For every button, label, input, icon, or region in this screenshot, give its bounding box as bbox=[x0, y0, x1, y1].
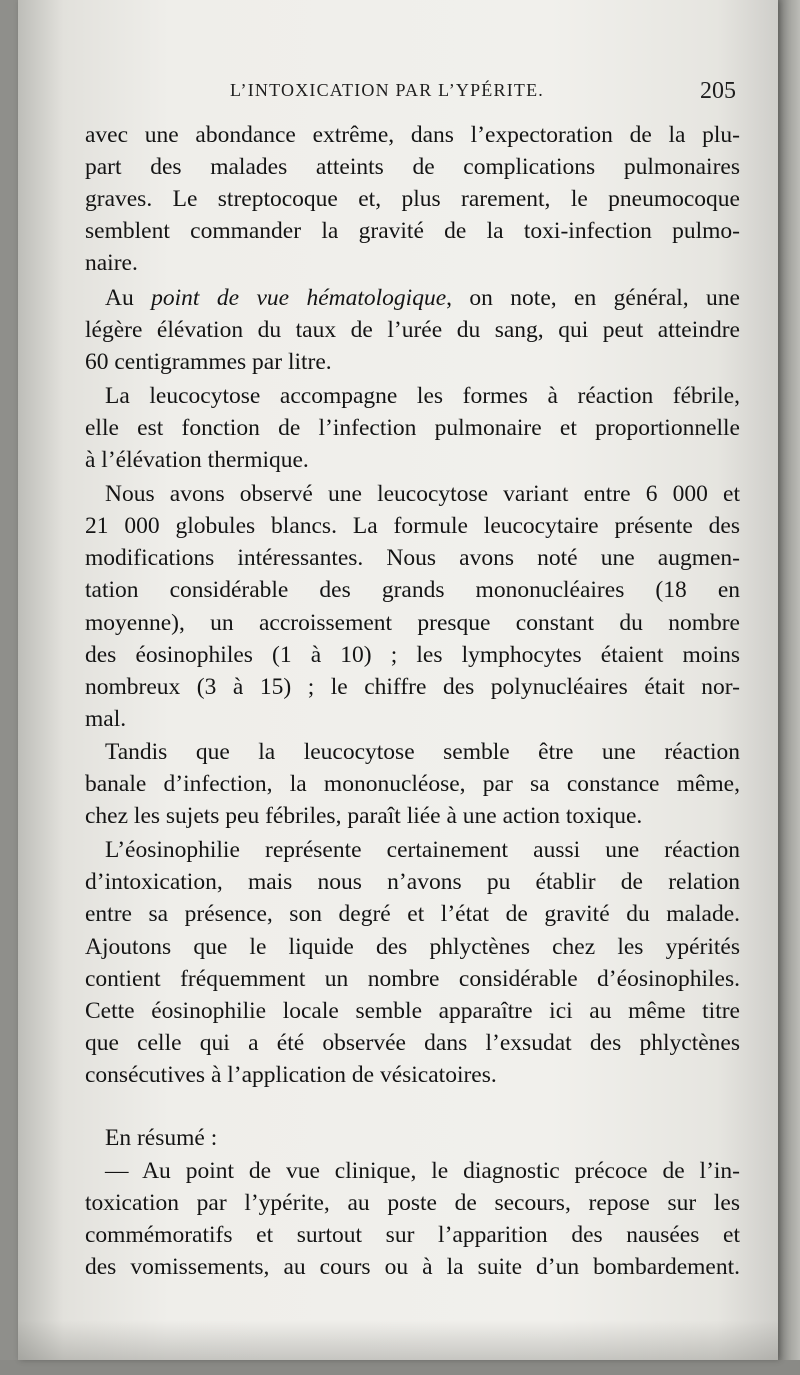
text-line: des éosinophiles (1 à 10) ; les lymphocytes étaient moins bbox=[85, 642, 740, 668]
text-line: d’intoxication, mais nous n’avons pu établir de relation bbox=[85, 869, 740, 895]
text-line: graves. Le streptocoque et, plus rarement, le pneumocoque bbox=[85, 186, 740, 212]
summary-heading: En résumé : bbox=[105, 1125, 218, 1151]
text-line: elle est fonction de l’infection pulmonaire et proportionnelle bbox=[85, 415, 740, 441]
text-line: que celle qui a été observée dans l’exsudat des phlyctènes bbox=[85, 1030, 740, 1056]
running-title: L’INTOXICATION PAR L’YPÉRITE. bbox=[230, 80, 544, 100]
text-line: — Au point de vue clinique, le diagnostic précoce de l’in- bbox=[105, 1158, 740, 1184]
text-line: 21 000 globules blancs. La formule leucocytaire présente des bbox=[85, 513, 740, 539]
scan-edge-bottom bbox=[0, 1360, 800, 1375]
page-number: 205 bbox=[700, 78, 736, 104]
scan-edge-right bbox=[778, 0, 800, 1375]
text-line: consécutives à l’application de vésicatoires. bbox=[85, 1062, 497, 1088]
text-line: part des malades atteints de complications pulmonaires bbox=[85, 154, 740, 180]
hemato-suffix: , on note, en général, une bbox=[446, 285, 740, 311]
hemato-italic: point de vue hématologique bbox=[151, 285, 447, 311]
text-line: L’éosinophilie représente certainement aussi une réaction bbox=[105, 837, 740, 863]
text-line: avec une abondance extrême, dans l’expectoration de la plu- bbox=[85, 122, 740, 148]
text-line: mal. bbox=[85, 706, 127, 732]
text-line: Nous avons observé une leucocytose variant entre 6 000 et bbox=[105, 481, 740, 507]
text-line-hematology bbox=[105, 282, 740, 314]
text-line: chez les sujets peu fébriles, paraît liée à une action toxique. bbox=[85, 803, 643, 829]
text-line: entre sa présence, son degré et l’état de gravité du malade. bbox=[85, 901, 740, 927]
text-line: commémoratifs et surtout sur l’apparition des nausées et bbox=[85, 1222, 740, 1248]
text-line: naire. bbox=[85, 250, 138, 276]
text-line: Cette éosinophilie locale semble apparaître ici au même titre bbox=[85, 998, 740, 1024]
text-line: Tandis que la leucocytose semble être une réaction bbox=[105, 739, 740, 765]
text-line: tation considérable des grands mononucléaires (18 en bbox=[85, 577, 740, 603]
text-line: légère élévation du taux de l’urée du sang, qui peut atteindre bbox=[85, 317, 740, 343]
hemato-prefix: Au bbox=[105, 285, 152, 311]
text-line: à l’élévation thermique. bbox=[85, 447, 309, 473]
text-line: semblent commander la gravité de la toxi-infection pulmo- bbox=[85, 218, 740, 244]
text-line: Ajoutons que le liquide des phlyctènes chez les ypérités bbox=[85, 934, 740, 960]
text-line: des vomissements, au cours ou à la suite d’un bombardement. bbox=[85, 1254, 740, 1280]
text-line: 60 centigrammes par litre. bbox=[85, 349, 332, 375]
text-line: modifications intéressantes. Nous avons noté une augmen- bbox=[85, 545, 740, 571]
text-line: toxication par l’ypérite, au poste de secours, repose sur les bbox=[85, 1190, 740, 1216]
text-line: contient fréquemment un nombre considérable d’éosinophiles. bbox=[85, 966, 740, 992]
text-line: La leucocytose accompagne les formes à réaction fébrile, bbox=[105, 383, 740, 409]
text-line: banale d’infection, la mononucléose, par sa constance même, bbox=[85, 771, 740, 797]
text-line: moyenne), un accroissement presque constant du nombre bbox=[85, 610, 740, 636]
text-line: nombreux (3 à 15) ; le chiffre des polynucléaires était nor- bbox=[85, 674, 740, 700]
